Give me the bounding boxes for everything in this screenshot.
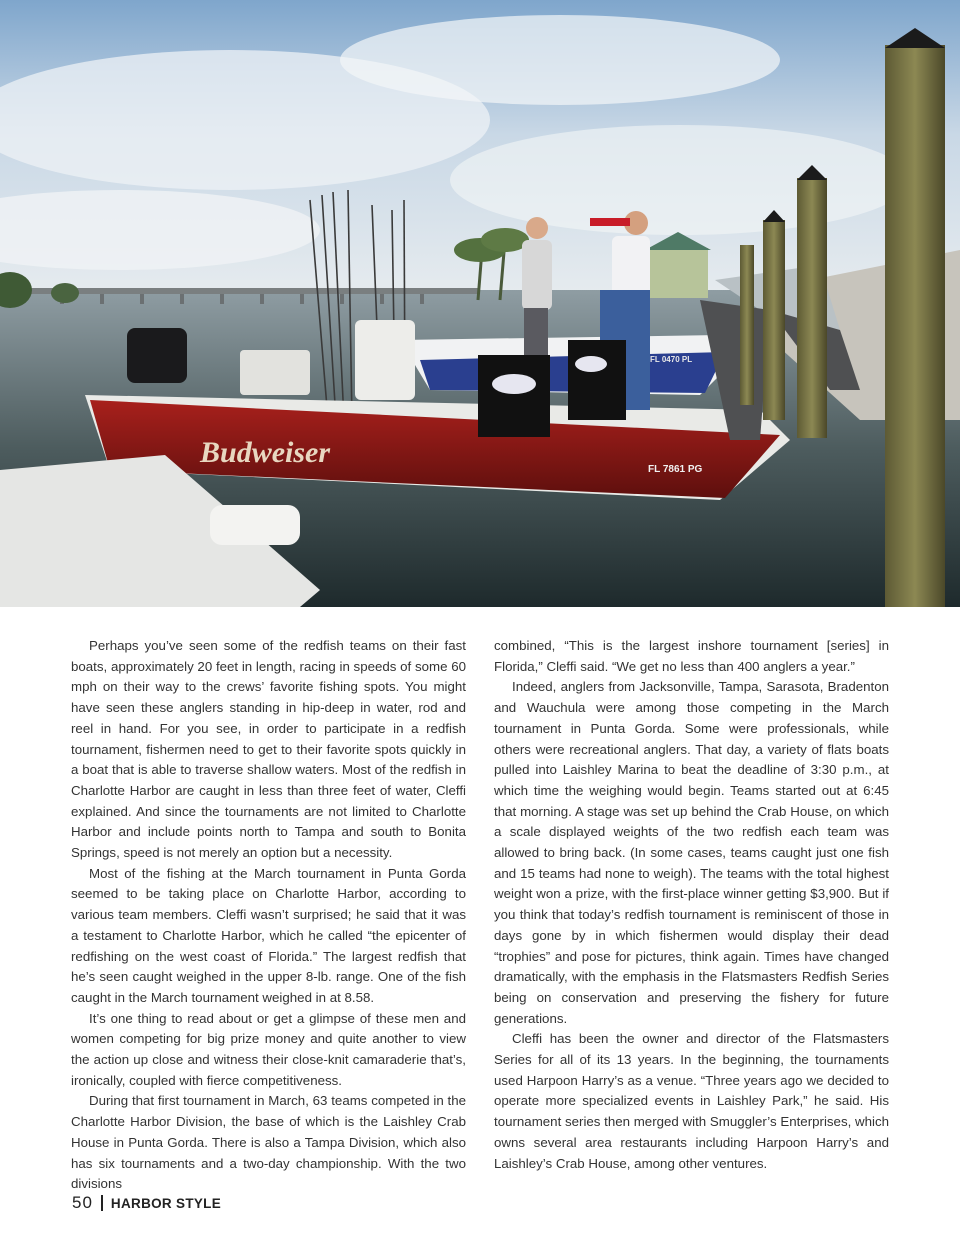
article-left-column [71,636,466,1195]
dock-piling [885,45,945,607]
magazine-name: HARBOR STYLE [110,1195,222,1211]
paragraph: Perhaps you’ve seen some of the redfish teams on their fast boats, approximately 20 feet in length, racing in speeds of some 60 mph on their way to the crews’ favorite fishing spots. You might have seen these anglers standing in hip-deep in water, rod and reel in hand. For you see, in order to participate in a redfish tournament, fishermen need to get to their favorite spots quickly in a boat that is able to traverse shallow waters. Most of the redfish in Charlotte Harbor are caught in less than three feet of water, Cleffi explained. And since the tournaments are not limited to Charlotte Harbor and include points north to Tampa and south to Bonita Springs, speed is not merely an option but a necessity. [71,638,466,861]
boat-brand-text: Budweiser [200,436,331,469]
paragraph: Indeed, anglers from Jacksonville, Tampa, Sarasota, Bradenton and Wauchula were among those competing in the March tournament in Punta Gorda. Some were professionals, while others were recreational anglers. That day, a variety of flats boats pulled into Laishley Marina to beat the deadline of 3:30 p.m., at which time the weighing would begin. Teams started out at 6:45 that morning. A stage was set up behind the Crab House, on which a scale displayed weights of the two redfish each team was allowed to bring back. (In some cases, teams caught just one fish and 15 teams had none to weigh). The teams with the total highest weight won a prize, with the first-place winner getting $3,900. But if you think that today’s redfish tournament is reminiscent of those in days gone by in which fishermen would display their dead “trophies” and pose for pictures, think again. Times have changed dramatically, with the emphasis in the Flatsmasters Redfish Series being on conservation and preserving the fishery for future generations. [494,679,889,1026]
page-footer [72,1192,221,1214]
paragraph: Cleffi has been the owner and director of the Flatsmasters Series for all of its 13 years. In the beginning, the tournaments used Harpoon Harry’s as a venue. “Three years ago we decided to operate more specialized events in Laishley Park,” he said. His tournament series then merged with Smuggler’s Enterprises, which owns several area restaurants including Harpoon Harry’s and Laishley’s Crab House, among other ventures. [494,1031,889,1171]
article-right-column [494,636,889,1174]
building [648,248,708,298]
paragraph: It’s one thing to read about or get a glimpse of these men and women competing for big prize money and quite another to view the action up close and witness their close-knit camaraderie that’s, ironically, coupled with fierce competitiveness. [71,1010,466,1088]
page-number: 50 [72,1193,93,1212]
registration-text-2: FL 0470 PL [650,355,693,364]
registration-text: FL 7861 PG [648,464,703,475]
boat-dock-photo [0,0,960,607]
paragraph: During that first tournament in March, 63 teams competed in the Charlotte Harbor Division, the base of which is the Laishley Crab House in Punta Gorda. There is also a Tampa Division, which also has six tournaments and a two-day championship. With the two divisions [71,1093,466,1192]
footer-divider [101,1195,103,1211]
tackle-bag [478,355,550,437]
article-photo [0,0,960,607]
paragraph: Most of the fishing at the March tournament in Punta Gorda seemed to be taking place on Charlotte Harbor, according to various team members. Cleffi wasn’t surprised; he said that it was a testament to Charlotte Harbor, which he called “the epicenter of redfishing on the west coast of Florida.” The largest redfish that he’s seen caught weighed in the upper 8-lb. range. One of the fish caught in the March tournament weighed in at 8.58. [71,865,466,1005]
paragraph-continuation: combined, “This is the largest inshore tournament [series] in Florida,” Cleffi said. “We get no less than 400 anglers a year.” [494,638,889,674]
outboard-motor [127,328,187,383]
